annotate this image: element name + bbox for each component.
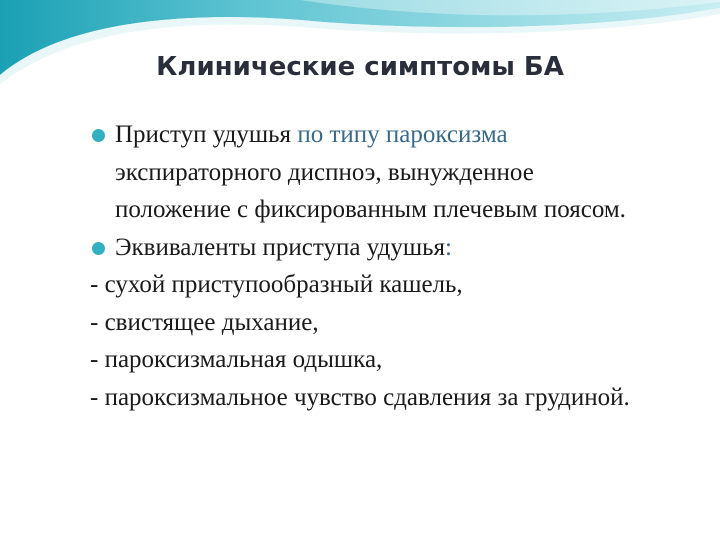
- bullet-text: Эквиваленты приступа удушья: [115, 233, 446, 261]
- dash-item-chest-tightness: - пароксизмальное чувство сдавления за грудиной.: [90, 383, 630, 411]
- slide-body: [90, 116, 650, 416]
- bullet-item-equivalents: [90, 229, 650, 267]
- bullet-text-colon: :: [445, 233, 452, 261]
- slide-title: Клинические симптомы БА: [156, 52, 564, 82]
- dash-item-dyspnea: - пароксизмальная одышка,: [90, 346, 383, 373]
- bullet-text-highlight: по типу пароксизма: [297, 121, 508, 148]
- bullet-dot-icon: [92, 129, 105, 142]
- bullet-dot-icon: [92, 242, 105, 255]
- dash-item-cough: - сухой приступообразный кашель,: [90, 271, 463, 298]
- bullet-text: Приступ удушья: [115, 121, 298, 148]
- bullet-item-attack: [90, 116, 650, 229]
- dash-item-wheezing: - свистящее дыхание,: [90, 308, 319, 336]
- bullet-text-rest: экспираторного диспноэ, вынужденное положение с фиксированным плечевым поясом.: [115, 158, 626, 223]
